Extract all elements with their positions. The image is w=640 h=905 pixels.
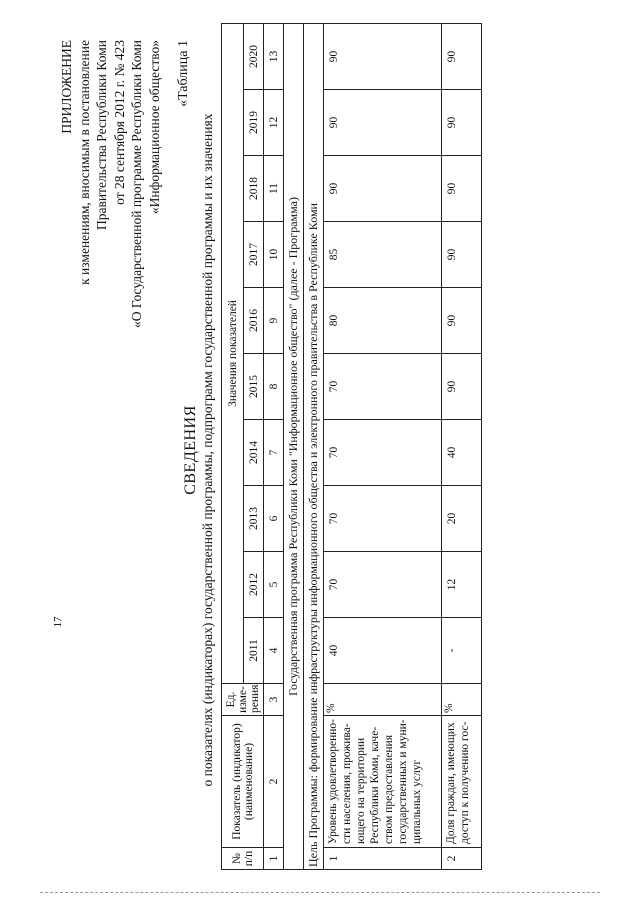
col-number: 4 bbox=[264, 618, 284, 684]
header-year: 2015 bbox=[244, 354, 264, 420]
appendix-block bbox=[58, 40, 163, 340]
appendix-line: Правительства Республики Коми bbox=[94, 40, 109, 231]
header-num: № п/п bbox=[222, 848, 264, 870]
row-value: 90 bbox=[442, 90, 482, 156]
appendix-line: «Информационное общество» bbox=[146, 40, 162, 215]
header-year: 2019 bbox=[244, 90, 264, 156]
header-year: 2011 bbox=[244, 618, 264, 684]
appendix-line: «О Государственной программе Республики Коми bbox=[129, 40, 144, 329]
header-year: 2016 bbox=[244, 288, 264, 354]
scan-edge-divider bbox=[40, 892, 600, 895]
row-unit: % bbox=[324, 684, 442, 716]
row-value: 90 bbox=[324, 156, 442, 222]
row-value: 40 bbox=[442, 420, 482, 486]
row-value: 20 bbox=[442, 486, 482, 552]
appendix-line: к изменениям, вносимым в постановление bbox=[76, 40, 92, 285]
col-number: 2 bbox=[264, 716, 284, 848]
document-title: СВЕДЕНИЯ bbox=[182, 405, 199, 495]
col-number: 6 bbox=[264, 486, 284, 552]
row-value: 90 bbox=[442, 222, 482, 288]
col-number: 9 bbox=[264, 288, 284, 354]
header-year: 2013 bbox=[244, 486, 264, 552]
header-year: 2017 bbox=[244, 222, 264, 288]
header-year: 2014 bbox=[244, 420, 264, 486]
row-value: 70 bbox=[324, 354, 442, 420]
row-value: 70 bbox=[324, 420, 442, 486]
header-values-group: Значения показателей bbox=[222, 23, 244, 683]
row-value: - bbox=[442, 618, 482, 684]
program-goal: Цель Программы: формирование инфраструктуры информационного общества и электронного правительства в Республике Коми bbox=[304, 23, 324, 869]
col-number: 5 bbox=[264, 552, 284, 618]
table-row bbox=[324, 23, 442, 869]
row-value: 90 bbox=[442, 23, 482, 89]
row-value: 12 bbox=[442, 552, 482, 618]
row-value: 90 bbox=[442, 354, 482, 420]
column-number-row bbox=[264, 23, 284, 869]
appendix-heading: ПРИЛОЖЕНИЕ bbox=[59, 40, 74, 134]
header-row bbox=[222, 23, 244, 869]
appendix-line: от 28 сентября 2012 г. № 423 bbox=[111, 40, 127, 205]
col-number: 13 bbox=[264, 23, 284, 89]
header-year: 2020 bbox=[244, 23, 264, 89]
col-number: 10 bbox=[264, 222, 284, 288]
row-unit: % bbox=[442, 684, 482, 716]
header-year: 2018 bbox=[244, 156, 264, 222]
col-number: 11 bbox=[264, 156, 284, 222]
row-value: 85 bbox=[324, 222, 442, 288]
col-number: 7 bbox=[264, 420, 284, 486]
row-value: 90 bbox=[442, 288, 482, 354]
col-number: 12 bbox=[264, 90, 284, 156]
table-row bbox=[442, 23, 482, 869]
col-number: 3 bbox=[264, 684, 284, 716]
row-value: 70 bbox=[324, 486, 442, 552]
header-indicator: Показатель (индикатор) (наименование) bbox=[222, 716, 264, 848]
table-reference: «Таблица 1 bbox=[176, 40, 191, 107]
row-value: 90 bbox=[442, 156, 482, 222]
col-number: 1 bbox=[264, 848, 284, 870]
program-title-row bbox=[284, 23, 304, 869]
row-indicator-name: Уровень удовлетворенно-сти населения, прожива-ющего на территории Республики Коми, каче-ством предоставления государственных и муни-ципальных услуг bbox=[324, 716, 442, 848]
row-value: 70 bbox=[324, 552, 442, 618]
document-subtitle: о показателях (индикаторах) государственной программы, подпрограмм государственной программы и их значениях bbox=[200, 113, 215, 787]
row-num: 1 bbox=[324, 848, 442, 870]
row-value: 40 bbox=[324, 618, 442, 684]
header-unit: Ед. изме-рения bbox=[222, 684, 264, 716]
program-title: Государственная программа Республики Коми "Информационное общество" (далее - Программа) bbox=[284, 23, 304, 869]
row-value: 80 bbox=[324, 288, 442, 354]
row-num: 2 bbox=[442, 848, 482, 870]
row-value: 90 bbox=[324, 23, 442, 89]
page-number: 17 bbox=[52, 616, 64, 628]
goal-row bbox=[304, 23, 324, 869]
row-value: 90 bbox=[324, 90, 442, 156]
col-number: 8 bbox=[264, 354, 284, 420]
row-indicator-name: Доля граждан, имеющих доступ к получению гос- bbox=[442, 716, 482, 848]
rotated-landscape-content bbox=[40, 30, 600, 870]
header-year: 2012 bbox=[244, 552, 264, 618]
indicators-table bbox=[221, 23, 482, 870]
